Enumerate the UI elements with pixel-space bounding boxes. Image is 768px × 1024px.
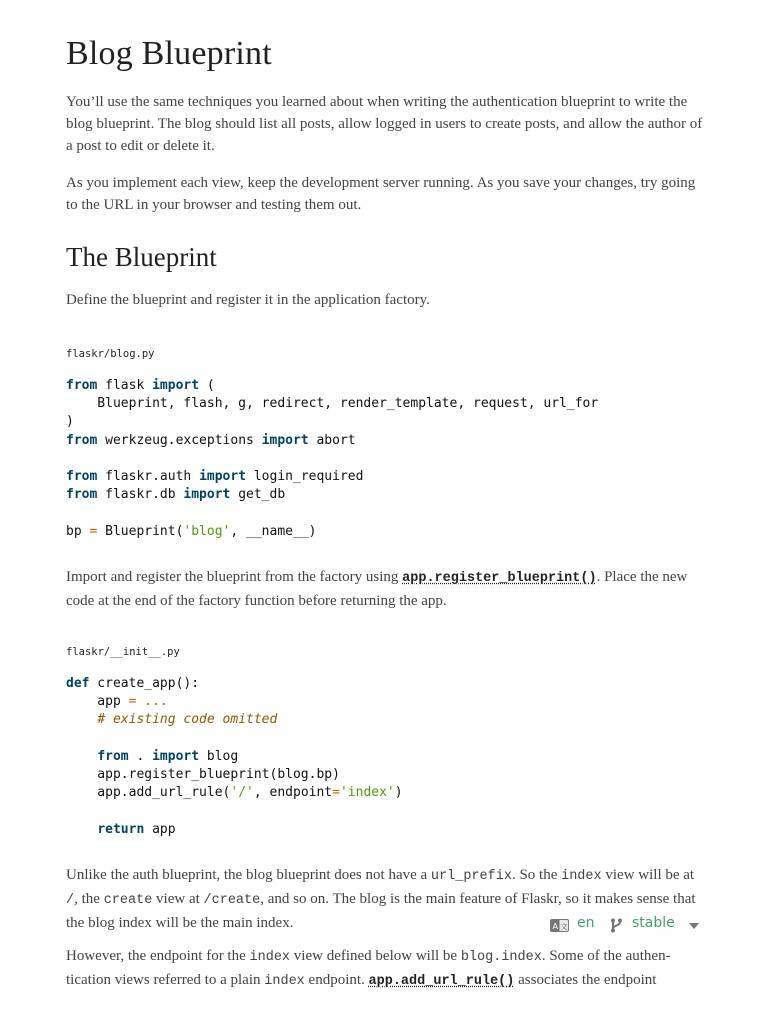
text: Unlike the auth blueprint, the blog blueprint does not have a <box>66 867 431 883</box>
code-index: index <box>264 974 305 989</box>
add-url-rule-link[interactable]: app.add_url_rule() <box>368 974 515 989</box>
text: , the <box>74 891 104 907</box>
code-url-prefix: url_prefix <box>430 869 512 884</box>
import-register-paragraph <box>66 566 706 612</box>
code-index: index <box>561 869 602 884</box>
code-blog-index: blog.index <box>460 950 542 965</box>
text: view at <box>152 891 204 907</box>
however-paragraph <box>66 945 706 993</box>
code-filename-init: flaskr/__init__.py <box>66 646 180 658</box>
language-label[interactable]: en <box>577 915 595 931</box>
svg-text:A: A <box>552 921 558 931</box>
intro-paragraph-2: As you implement each view, keep the development server running. As you save your changes, try going to the URL in your browser and testing them out. <box>66 175 696 213</box>
text: . Some of the authentication views referred to a plain <box>66 948 671 988</box>
intro-paragraph-1: You’ll use the same techniques you learned about when writing the authentication blueprint to write the blog blueprint. The blog should list all posts, allow logged in users to create posts, and allow the author of a post to edit or delete it. <box>66 94 703 154</box>
svg-text:文: 文 <box>560 922 568 931</box>
page-title: Blog Blueprint <box>66 35 272 72</box>
text: . So the <box>511 867 562 883</box>
register-blueprint-link[interactable]: app.register_blueprint() <box>402 571 597 586</box>
code-create-path: /create <box>203 893 261 908</box>
import-text-end: . Place the new code at the end of the factory function before returning the app. <box>66 569 688 609</box>
text: associates the endpoint <box>514 972 657 988</box>
code-root-path: / <box>66 893 75 908</box>
text: view defined below will be <box>290 948 461 964</box>
text: endpoint. <box>304 972 369 988</box>
caret-down-icon[interactable] <box>689 923 699 929</box>
define-paragraph: Define the blueprint and register it in the application factory. <box>66 292 430 308</box>
text: However, the endpoint for the <box>66 948 250 964</box>
code-block-init: def create_app(): app = ... # existing code omitted from . import blog app.register_blueprint(blog.bp) app.add_url_rule('/', endpoint='index') return app <box>66 676 403 837</box>
translate-icon <box>550 919 569 932</box>
import-text: Import and register the blueprint from the factory using <box>66 569 403 585</box>
code-create: create <box>103 893 153 908</box>
version-label[interactable]: stable <box>632 915 675 931</box>
code-filename-blog: flaskr/blog.py <box>66 348 155 360</box>
code-block-blog: from flask import ( Blueprint, flash, g, redirect, render_template, request, url_for ) from werkzeug.exceptions import abort from flaskr.auth import login_required from flaskr.db import get_db bp = Blueprint('blog', __name__) <box>66 378 599 539</box>
branch-icon <box>610 918 623 933</box>
version-badge[interactable] <box>546 914 706 936</box>
text: view will be at <box>601 867 695 883</box>
section-heading-the-blueprint: The Blueprint <box>66 242 217 272</box>
text: , and so on. The blog is the main feature of Flaskr, so it makes sense that the blog index will be the main index. <box>66 891 696 931</box>
code-index: index <box>249 950 291 965</box>
